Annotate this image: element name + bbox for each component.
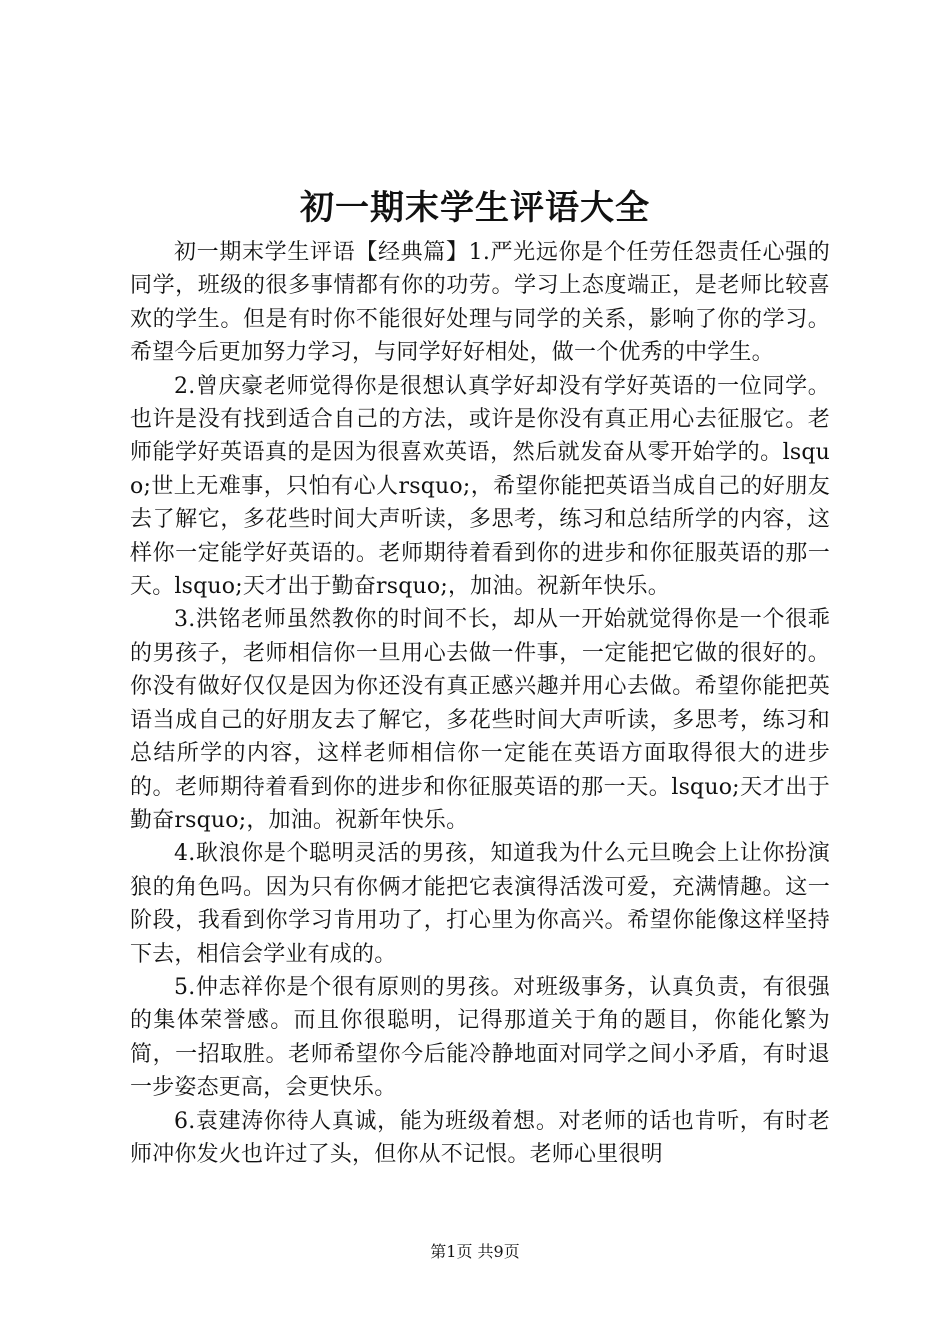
document-title: 初一期末学生评语大全 bbox=[300, 188, 650, 228]
paragraph-5: 5.仲志祥你是个很有原则的男孩。对班级事务，认真负责，有很强的集体荣誉感。而且你很聪明，记得那道关于角的题目，你能化繁为简，一招取胜。老师希望你今后能冷静地面对同学之间小矛盾，有时退一步姿态更高，会更快乐。 bbox=[130, 974, 830, 1101]
paragraph-6: 6.袁建涛你待人真诚，能为班级着想。对老师的话也肯听，有时老师冲你发火也许过了头，但你从不记恨。老师心里很明 bbox=[130, 1108, 830, 1167]
paragraph-3: 3.洪铭老师虽然教你的时间不长，却从一开始就觉得你是一个很乖的男孩子，老师相信你一旦用心去做一件事，一定能把它做的很好的。你没有做好仅仅是因为你还没有真正感兴趣并用心去做。希望你能把英语当成自己的好朋友去了解它，多花些时间大声听读，多思考，练习和总结所学的内容，这样老师相信你一定能在英语方面取得很大的进步的。老师期待着看到你的进步和你征服英语的那一天。lsquo;天才出于勤奋rsquo;，加油。祝新年快乐。 bbox=[130, 607, 830, 833]
paragraph-intro: 初一期末学生评语【经典篇】1.严光远你是个任劳任怨责任心强的同学，班级的很多事情都有你的功劳。学习上态度端正，是老师比较喜欢的学生。但是有时你不能很好处理与同学的关系，影响了你的学习。希望今后更加努力学习，与同学好好相处，做一个优秀的中学生。 bbox=[130, 240, 830, 366]
document-body bbox=[130, 236, 830, 1171]
paragraph-4: 4.耿浪你是个聪明灵活的男孩，知道我为什么元旦晚会上让你扮演狼的角色吗。因为只有你俩才能把它表演得活泼可爱，充满情趣。这一阶段，我看到你学习肯用功了，打心里为你高兴。希望你能像这样坚持下去，相信会学业有成的。 bbox=[130, 841, 830, 967]
paragraph-2: 2.曾庆豪老师觉得你是很想认真学好却没有学好英语的一位同学。也许是没有找到适合自己的方法，或许是你没有真正用心去征服它。老师能学好英语真的是因为很喜欢英语，然后就发奋从零开始学的。lsquo;世上无难事，只怕有心人rsquo;，希望你能把英语当成自己的好朋友去了解它，多花些时间大声听读，多思考，练习和总结所学的内容，这样你一定能学好英语的。老师期待着看到你的进步和你征服英语的那一天。lsquo;天才出于勤奋rsquo;，加油。祝新年快乐。 bbox=[130, 373, 830, 600]
page-footer: 第1页 共9页 bbox=[430, 1242, 520, 1261]
